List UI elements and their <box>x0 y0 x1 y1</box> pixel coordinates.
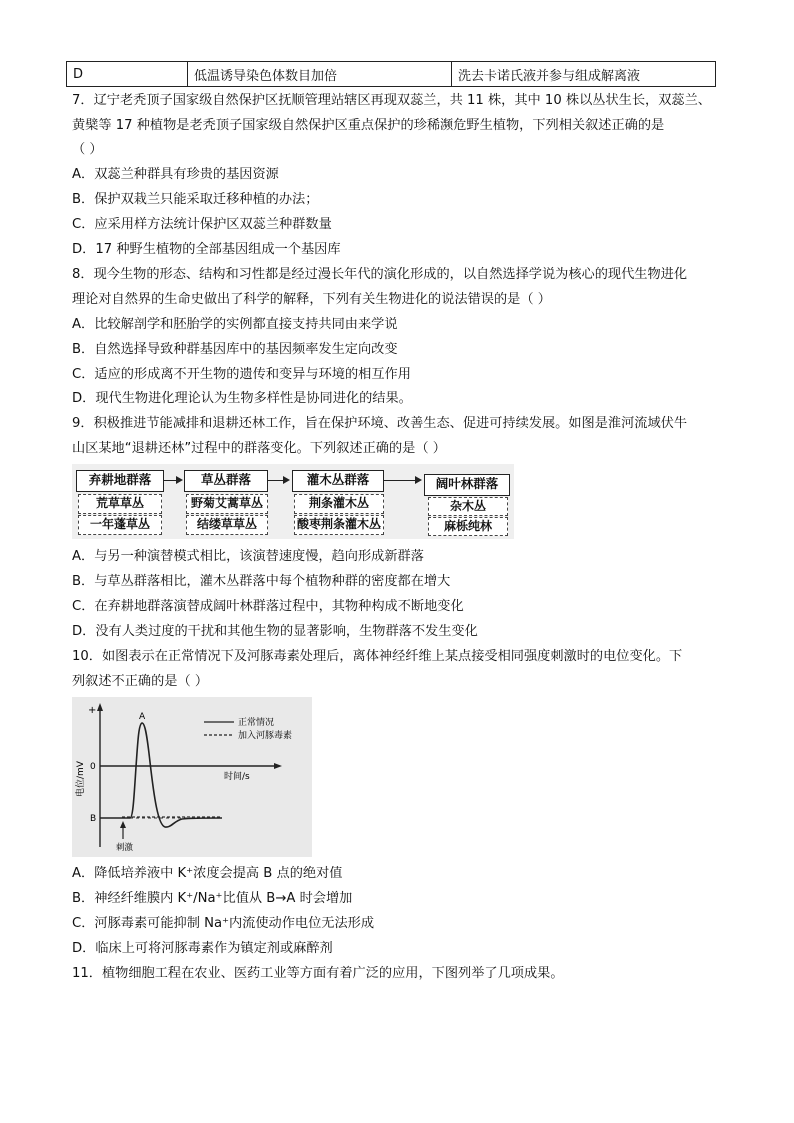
q9-option-c: C．在弃耕地群落演替成阔叶林群落过程中，其物种构成不断地变化 <box>72 599 464 614</box>
q7-stem-line2: 黄檗等 17 种植物是老秃顶子国家级自然保护区重点保护的珍稀濒危野生植物，下列相关叙述正确的是 <box>72 118 665 133</box>
stage-sub-forest-2: 麻栎纯林 <box>428 517 508 536</box>
q8-stem-line2: 理论对自然界的生命史做出了科学的解释，下列有关生物进化的说法错误的是（ ） <box>72 292 551 307</box>
q10-option-a: A．降低培养液中 K⁺浓度会提高 B 点的绝对值 <box>72 866 343 881</box>
q8-option-d: D．现代生物进化理论认为生物多样性是协同进化的结果。 <box>72 391 412 406</box>
legend-normal-label: 正常情况 <box>238 718 275 728</box>
q7-option-d: D．17 种野生植物的全部基因组成一个基因库 <box>72 242 341 257</box>
q10-option-d: D．临床上可将河豚毒素作为镇定剂或麻醉剂 <box>72 941 333 956</box>
table-cell-option: D <box>67 62 188 87</box>
potential-graph <box>72 697 312 857</box>
q9-stem-line1: 9．积极推进节能减排和退耕还林工作，旨在保护环境、改善生态、促进可持续发展。如图是淮河流域伏牛 <box>72 416 688 431</box>
q8-option-c: C．适应的形成离不开生物的遗传和变异与环境的相互作用 <box>72 367 411 382</box>
q7-option-a: A．双蕊兰种群具有珍贵的基因资源 <box>72 167 279 182</box>
q9-option-b: B．与草丛群落相比，灌木丛群落中每个植物种群的密度都在增大 <box>72 574 451 589</box>
q10-option-b: B．神经纤维膜内 K⁺/Na⁺比值从 B→A 时会增加 <box>72 891 353 906</box>
q7-stem-line1: 7．辽宁老秃顶子国家级自然保护区抚顺管理站辖区再现双蕊兰，共 11 株，其中 10 株以丛状生长，双蕊兰、 <box>72 93 711 108</box>
stage-arrow-1 <box>163 480 181 481</box>
stage-box-broadleaf-forest: 阔叶林群落 <box>424 474 510 496</box>
table-row <box>67 62 716 87</box>
stage-box-farmland: 弃耕地群落 <box>76 470 164 492</box>
stimulus-arrowhead <box>120 821 126 828</box>
q7-stem-line3: （ ） <box>72 142 103 157</box>
succession-diagram <box>72 464 514 539</box>
q8-option-b: B．自然选择导致种群基因库中的基因频率发生定向改变 <box>72 342 398 357</box>
q9-stem-line2: 山区某地“退耕还林”过程中的群落变化。下列叙述正确的是（ ） <box>72 441 446 456</box>
y-axis-label: 电位/mV <box>76 761 86 797</box>
answer-table <box>66 61 716 87</box>
x-axis-label: 时间/s <box>224 772 250 782</box>
legend-ttx-label: 加入河豚毒素 <box>238 731 293 741</box>
stage-arrow-3 <box>384 480 420 481</box>
y-plus-label: + <box>88 705 97 716</box>
q9-option-d: D．没有人类过度的干扰和其他生物的显著影响，生物群落不发生变化 <box>72 624 478 639</box>
zero-label: 0 <box>90 762 96 772</box>
table-cell-experiment: 低温诱导染色体数目加倍 <box>188 62 452 87</box>
q7-option-c: C．应采用样方法统计保护区双蕊兰种群数量 <box>72 217 332 232</box>
q8-option-a: A．比较解剖学和胚胎学的实例都直接支持共同由来学说 <box>72 317 398 332</box>
stage-sub-farmland-2: 一年蓬草丛 <box>78 515 162 535</box>
stage-sub-farmland-1: 荒草草丛 <box>78 494 162 514</box>
q8-stem-line1: 8．现今生物的形态、结构和习性都是经过漫长年代的演化形成的，以自然选择学说为核心的现代生物进化 <box>72 267 688 282</box>
q10-stem-line2: 列叙述不正确的是（ ） <box>72 674 209 689</box>
stage-sub-shrubland-2: 酸枣荆条灌木丛 <box>294 515 384 535</box>
stage-box-shrubland: 灌木丛群落 <box>292 470 384 492</box>
stage-sub-grassland-1: 野菊艾蒿草丛 <box>186 494 268 514</box>
point-a-label: A <box>139 712 146 722</box>
point-b-label: B <box>90 814 97 824</box>
q10-stem-line1: 10．如图表示在正常情况下及河豚毒素处理后，离体神经纤维上某点接受相同强度刺激时的电位变化。下 <box>72 649 683 664</box>
q9-option-a: A．与另一种演替模式相比，该演替速度慢，趋向形成新群落 <box>72 549 424 564</box>
stimulus-label: 刺激 <box>116 843 134 853</box>
stage-sub-grassland-2: 结缕草草丛 <box>186 515 268 535</box>
x-axis-arrow <box>274 763 282 769</box>
stage-box-grassland: 草丛群落 <box>184 470 268 492</box>
stage-sub-forest-1: 杂木丛 <box>428 497 508 516</box>
table-cell-purpose: 洗去卡诺氏液并参与组成解离液 <box>452 62 716 87</box>
y-axis-arrow <box>97 703 103 711</box>
potential-graph-svg <box>72 697 312 857</box>
stage-sub-shrubland-1: 荆条灌木丛 <box>294 494 384 514</box>
normal-curve <box>100 723 222 827</box>
q11-stem-line1: 11．植物细胞工程在农业、医药工业等方面有着广泛的应用，下图列举了几项成果。 <box>72 966 564 981</box>
q10-option-c: C．河豚毒素可能抑制 Na⁺内流使动作电位无法形成 <box>72 916 375 931</box>
stage-arrow-2 <box>268 480 288 481</box>
q7-option-b: B．保护双栽兰只能采取迁移种植的办法； <box>72 192 319 207</box>
